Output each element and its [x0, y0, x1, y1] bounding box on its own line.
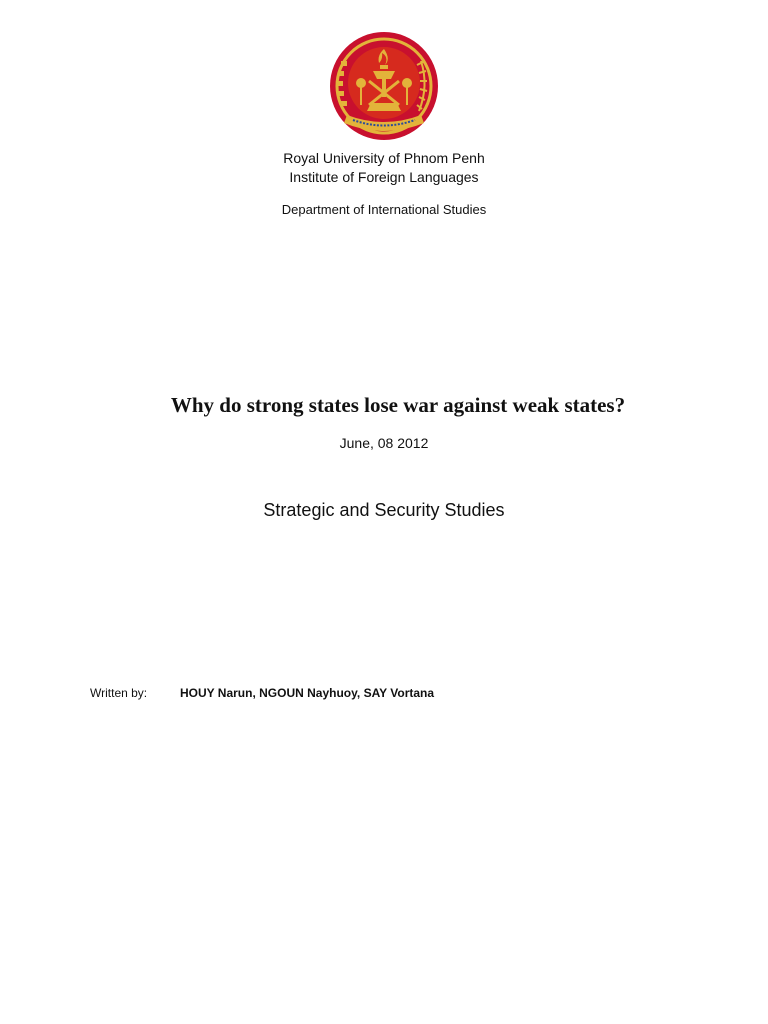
written-by-label: Written by:	[90, 686, 148, 700]
institution-block	[0, 149, 768, 187]
university-seal-icon	[329, 31, 439, 141]
document-title: Why do strong states lose war against weak states?	[170, 393, 626, 417]
document-date: June, 08 2012	[339, 435, 429, 451]
department-name: Department of International Studies	[281, 202, 487, 217]
university-name: Royal University of Phnom Penh	[283, 150, 485, 166]
author-names: HOUY Narun, NGOUN Nayhuoy, SAY Vortana	[180, 686, 435, 700]
institute-name: Institute of Foreign Languages	[289, 169, 479, 185]
course-name: Strategic and Security Studies	[263, 500, 505, 520]
